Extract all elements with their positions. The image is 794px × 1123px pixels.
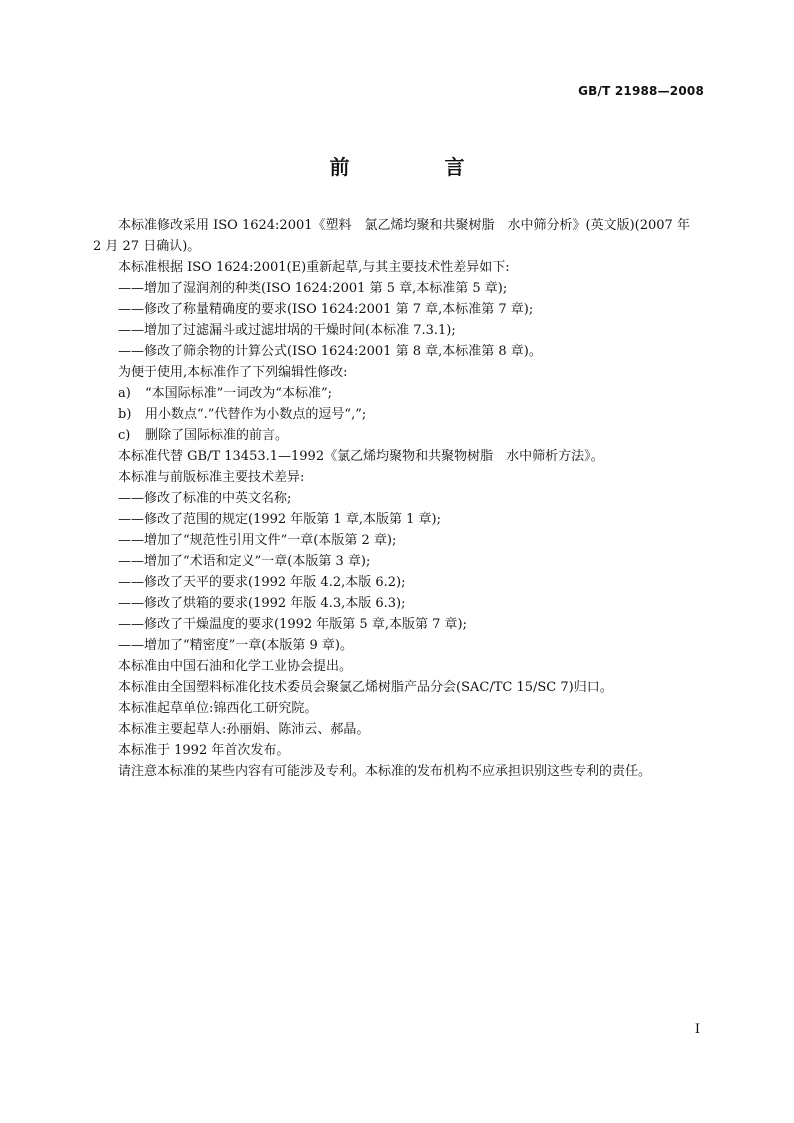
list-item: ——修改了称量精确度的要求(ISO 1624:2001 第 7 章,本标准第 7 章); xyxy=(118,302,534,317)
list-marker: b) xyxy=(118,407,132,422)
paragraph-drafting-unit: 本标准起草单位:锦西化工研究院。 xyxy=(118,701,318,716)
list-item: ——修改了烘箱的要求(1992 年版 4.3,本版 6.3); xyxy=(118,596,406,611)
paragraph-changes-intro: 本标准与前版标准主要技术差异: xyxy=(118,470,305,485)
list-item: a) “本国际标准”一词改为“本标准”; xyxy=(118,383,708,404)
list-marker: c) xyxy=(118,428,131,443)
page-title: 前 言 xyxy=(329,155,509,179)
list-item: ——增加了湿润剂的种类(ISO 1624:2001 第 5 章,本标准第 5 章); xyxy=(118,281,508,296)
list-item: ——修改了天平的要求(1992 年版 4.2,本版 6.2); xyxy=(118,575,406,590)
paragraph-adoption: 本标准修改采用 ISO 1624:2001《塑料 氯乙烯均聚和共聚树脂 水中筛分析》(英文版)(2007 年 xyxy=(118,218,690,233)
paragraph-proposer: 本标准由中国石油和化学工业协会提出。 xyxy=(118,659,353,674)
paragraph-patent-notice: 请注意本标准的某些内容有可能涉及专利。本标准的发布机构不应承担识别这些专利的责任。 xyxy=(118,764,652,779)
paragraph-first-issue: 本标准于 1992 年首次发布。 xyxy=(118,743,290,758)
paragraph-replaces: 本标准代替 GB/T 13453.1—1992《氯乙烯均聚物和共聚物树脂 水中筛析方法》。 xyxy=(118,449,604,464)
list-item: ——修改了范围的规定(1992 年版第 1 章,本版第 1 章); xyxy=(118,512,441,527)
list-item: ——修改了筛余物的计算公式(ISO 1624:2001 第 8 章,本标准第 8 章)。 xyxy=(118,344,542,359)
list-item: ——修改了干燥温度的要求(1992 年版第 5 章,本版第 7 章); xyxy=(118,617,467,632)
page-number: I xyxy=(694,1022,700,1037)
foreword-body xyxy=(93,215,708,782)
paragraph-drafters: 本标准主要起草人:孙丽娟、陈沛云、郝晶。 xyxy=(118,722,370,737)
list-item: ——增加了过滤漏斗或过滤坩埚的干燥时间(本标准 7.3.1); xyxy=(118,323,456,338)
list-item: c) 删除了国际标准的前言。 xyxy=(118,425,708,446)
paragraph-committee: 本标准由全国塑料标准化技术委员会聚氯乙烯树脂产品分会(SAC/TC 15/SC 7)归口。 xyxy=(118,680,613,695)
paragraph-editorial-intro: 为便于使用,本标准作了下列编辑性修改: xyxy=(118,365,348,380)
list-marker: a) xyxy=(118,386,131,401)
paragraph-adoption-cont: 2 月 27 日确认)。 xyxy=(93,239,201,254)
paragraph-differences-intro: 本标准根据 ISO 1624:2001(E)重新起草,与其主要技术性差异如下: xyxy=(118,260,510,275)
list-item: ——修改了标准的中英文名称; xyxy=(118,491,292,506)
list-item: b) 用小数点“.”代替作为小数点的逗号“,”; xyxy=(118,404,708,425)
standard-code: GB/T 21988—2008 xyxy=(578,84,704,98)
list-item: ——增加了“精密度”一章(本版第 9 章)。 xyxy=(118,638,353,653)
list-item: ——增加了“术语和定义”一章(本版第 3 章); xyxy=(118,554,371,569)
list-item: ——增加了“规范性引用文件”一章(本版第 2 章); xyxy=(118,533,397,548)
